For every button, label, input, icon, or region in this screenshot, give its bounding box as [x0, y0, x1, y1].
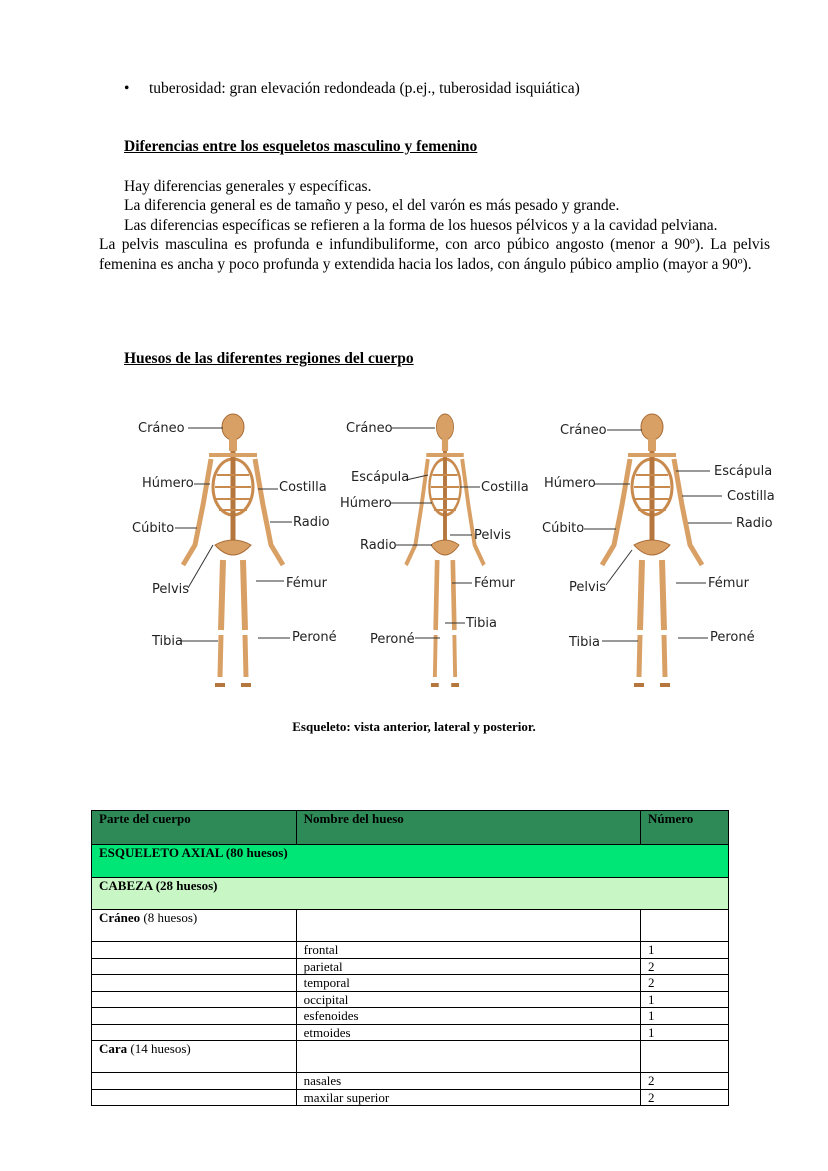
label-posterior-pelvis: Pelvis [569, 580, 607, 595]
label-anterior-craneo: Cráneo [138, 421, 185, 436]
skeleton-lateral [406, 414, 484, 685]
label-anterior-radio: Radio [293, 515, 330, 530]
table-row [92, 1024, 729, 1041]
bullet-text: tuberosidad: gran elevación redondeada (p.ej., tuberosidad isquiática) [149, 80, 580, 97]
table-row [92, 942, 729, 959]
paragraph-size: La diferencia general es de tamaño y peso, el del varón es más pesado y grande. [124, 197, 620, 214]
label-anterior-pelvis: Pelvis [152, 582, 190, 597]
section-heading-bones: Huesos de las diferentes regiones del cuerpo [124, 350, 414, 367]
bone-name: nasales [296, 1073, 640, 1090]
bones-table [91, 810, 729, 1106]
table-header-row [92, 811, 729, 845]
craneo-label [92, 910, 297, 942]
table-row-craneo [92, 910, 729, 942]
label-anterior-tibia: Tibia [152, 634, 183, 649]
label-posterior-humero: Húmero [544, 476, 596, 491]
bullet-dot: • [124, 80, 130, 97]
label-lateral-craneo: Cráneo [346, 421, 393, 436]
header-number: Número [641, 811, 729, 845]
bone-name: etmoides [296, 1024, 640, 1041]
header-part: Parte del cuerpo [92, 811, 297, 845]
bone-name: occipital [296, 991, 640, 1008]
table-row-cabeza [92, 878, 729, 910]
table-row [92, 991, 729, 1008]
label-lateral-humero: Húmero [340, 496, 392, 511]
label-anterior-perone: Peroné [292, 630, 337, 645]
label-anterior-cubito: Cúbito [132, 521, 175, 536]
label-posterior-radio: Radio [736, 516, 773, 531]
bone-name: esfenoides [296, 1008, 640, 1025]
bone-name: parietal [296, 958, 640, 975]
label-lateral-costilla: Costilla [481, 480, 529, 495]
skeleton-posterior [602, 414, 702, 685]
table-row-axial [92, 845, 729, 878]
bone-name: maxilar superior [296, 1089, 640, 1106]
axial-label: ESQUELETO AXIAL (80 huesos) [92, 845, 729, 878]
table-row [92, 958, 729, 975]
label-lateral-radio: Radio [360, 538, 397, 553]
bone-number: 1 [641, 1008, 729, 1025]
label-lateral-tibia: Tibia [466, 616, 497, 631]
label-lateral-perone: Peroné [370, 632, 415, 647]
bone-number: 1 [641, 942, 729, 959]
table-row [92, 1089, 729, 1106]
cara-count: (14 huesos) [127, 1041, 191, 1056]
paragraph-pelvis: La pelvis masculina es profunda e infundibuliforme, con arco púbico angosto (menor a 90º). La pelvis femenina es ancha y poco profunda y extendida hacia los lados, con ángulo púbico amplio (mayor a 90º). [99, 236, 770, 273]
figure-caption: Esqueleto: vista anterior, lateral y posterior. [292, 719, 536, 734]
table-row-cara [92, 1041, 729, 1073]
bone-name: frontal [296, 942, 640, 959]
label-lateral-femur: Fémur [474, 576, 516, 591]
bone-number: 2 [641, 1073, 729, 1090]
bone-number: 1 [641, 1024, 729, 1041]
bone-name: temporal [296, 975, 640, 992]
paragraph-specific-first: Las diferencias específicas se refieren a la forma de los huesos pélvicos y a la cavidad pelviana. [124, 217, 718, 234]
table-row [92, 1008, 729, 1025]
label-anterior-femur: Fémur [286, 576, 328, 591]
bone-number: 2 [641, 975, 729, 992]
label-posterior-escapula: Escápula [714, 464, 773, 479]
bone-number: 1 [641, 991, 729, 1008]
label-lateral-escapula: Escápula [351, 470, 410, 485]
label-posterior-tibia: Tibia [569, 635, 600, 650]
craneo-bold: Cráneo [99, 910, 141, 925]
label-posterior-craneo: Cráneo [560, 423, 607, 438]
skeleton-illustration [110, 395, 790, 700]
paragraph-general: Hay diferencias generales y específicas. [124, 178, 372, 195]
table-row [92, 1073, 729, 1090]
label-anterior-costilla: Costilla [279, 480, 327, 495]
skeleton-figure [110, 395, 790, 700]
cara-bold: Cara [99, 1041, 128, 1056]
bone-number: 2 [641, 958, 729, 975]
label-posterior-costilla: Costilla [727, 489, 775, 504]
cara-label [92, 1041, 297, 1073]
label-posterior-femur: Fémur [708, 576, 750, 591]
skeleton-anterior [183, 414, 283, 685]
craneo-count: (8 huesos) [140, 910, 198, 925]
label-lateral-pelvis: Pelvis [474, 528, 512, 543]
cabeza-label: CABEZA (28 huesos) [92, 878, 729, 910]
bone-number: 2 [641, 1089, 729, 1106]
header-name: Nombre del hueso [296, 811, 640, 845]
label-posterior-perone: Peroné [710, 630, 755, 645]
table-row [92, 975, 729, 992]
section-heading-differences: Diferencias entre los esqueletos masculino y femenino [124, 138, 478, 155]
label-anterior-humero: Húmero [142, 476, 194, 491]
label-posterior-cubito: Cúbito [542, 521, 585, 536]
